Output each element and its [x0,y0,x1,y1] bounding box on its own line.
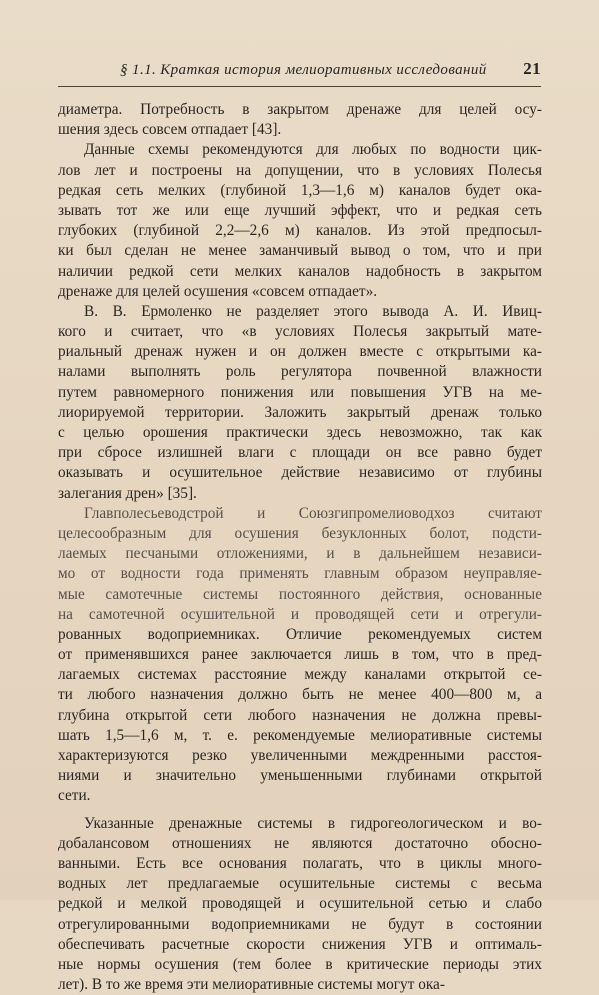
text-line: ванными. Есть все основания полагать, что в циклы много- [58,854,542,872]
text-line: шения здесь совсем отпадает [43]. [58,121,282,139]
text-line: ки был сделан не менее заманчивый вывод о том, что и при [58,242,542,260]
text-line: лов лет и построены на допущении, что в условиях Полесья [58,161,542,179]
text-line: диаметра. Потребность в закрытом дренаже для целей осу- [58,101,542,118]
text-line: путем равномерного понижения или повышения УГВ на ме- [58,383,542,401]
body-text [58,100,542,995]
paragraph [58,814,542,995]
text-line: ти любого назначения должно быть не менее 400—800 м, а [58,686,542,704]
text-line: глубина открытой сети любого назначения не должна превы- [58,706,542,724]
paragraph [58,100,542,140]
text-line: добалансовом отношениях не являются достаточно обосно- [58,834,542,852]
page-number: 21 [523,59,541,78]
text-line: глубоких (глубиной 2,2—2,6 м) каналов. Из этой предпосыл- [58,222,542,240]
text-line: мо от водности года применять главным образом неуправляе- [58,565,542,583]
text-line: обеспечивать расчетные скорости снижения УГВ и оптималь- [58,935,542,953]
text-line: лаемых песчаными отложениями, и в дальнейшем независи- [58,545,542,563]
text-line: ные нормы осушения (тем более в критические периоды этих [58,955,542,973]
text-line: Данные схемы рекомендуются для любых по водности цик- [84,141,542,159]
text-line: шать 1,5—1,6 м, т. е. рекомендуемые мелиоративные системы [58,726,542,744]
text-line: лиорируемой территории. Заложить закрытый дренаж только [58,403,542,421]
text-line: редкая сеть мелких (глубиной 1,3—1,6 м) каналов будет ока- [58,181,542,199]
text-line: В. В. Ермоленко не разделяет этого вывода А. И. Ивиц- [84,302,542,320]
paragraph [58,504,542,807]
paragraph [58,302,542,504]
paragraph-gap [58,807,542,814]
text-line: наличии редкой сети мелких каналов надобность в закрытом [58,262,542,280]
text-line: от применявшихся ранее заключается лишь в том, что в пред- [58,646,542,664]
text-line: целесообразным для осушения безуклонных болот, подсти- [58,524,542,542]
text-line: на самотечной осушительной и проводящей сети и отрегули- [58,605,542,623]
section-title: § 1.1. Краткая история мелиоративных исследований [120,62,487,78]
text-line: рованных водоприемниках. Отличие рекомендуемых систем [58,625,542,643]
text-line: оказывать и осушительное действие независимо от глубины [58,464,542,482]
text-line: Главполесьеводстрой и Союзгипромелиоводхоз считают [84,504,542,522]
text-line: дренаже для целей осушения «совсем отпадает». [58,282,378,300]
paragraph [58,140,542,302]
text-line: зывать тот же или еще лучший эффект, что и редкая сеть [58,201,542,219]
text-line: мые самотечные системы постоянного действия, основанные [58,585,542,603]
text-line: водных лет предлагаемые осушительные системы с весьма [58,875,542,893]
text-line: кого и считает, что «в условиях Полесья закрытый мате- [58,323,542,341]
text-line: риальный дренаж нужен и он должен вместе с открытыми ка- [58,343,542,361]
text-line: лет). В то же время эти мелиоративные системы могут ока- [58,976,445,994]
text-line: залегания дрен» [35]. [58,484,197,502]
text-line: сети. [58,787,91,805]
header-rule [58,86,541,87]
text-line: ниями и значительно уменьшенными глубинами открытой [58,767,542,785]
text-line: характеризуются резко увеличенными междренными расстоя- [58,747,542,764]
text-line: лагаемых системах расстояние между каналами открытой се- [58,666,542,684]
text-line: отрегулированными водоприемниками не будут в состоянии [58,915,542,933]
text-line: с целью орошения практически здесь невозможно, так как [58,424,542,441]
text-line: редкой и мелкой проводящей и осушительной сетью и слабо [58,895,542,913]
text-line: налами выполнять роль регулятора почвенной влажности [58,363,542,381]
text-line: при сбросе излишней влаги с площади он все равно будет [58,444,542,462]
running-head [60,59,541,84]
text-line: Указанные дренажные системы в гидрогеологическом и во- [84,814,542,832]
